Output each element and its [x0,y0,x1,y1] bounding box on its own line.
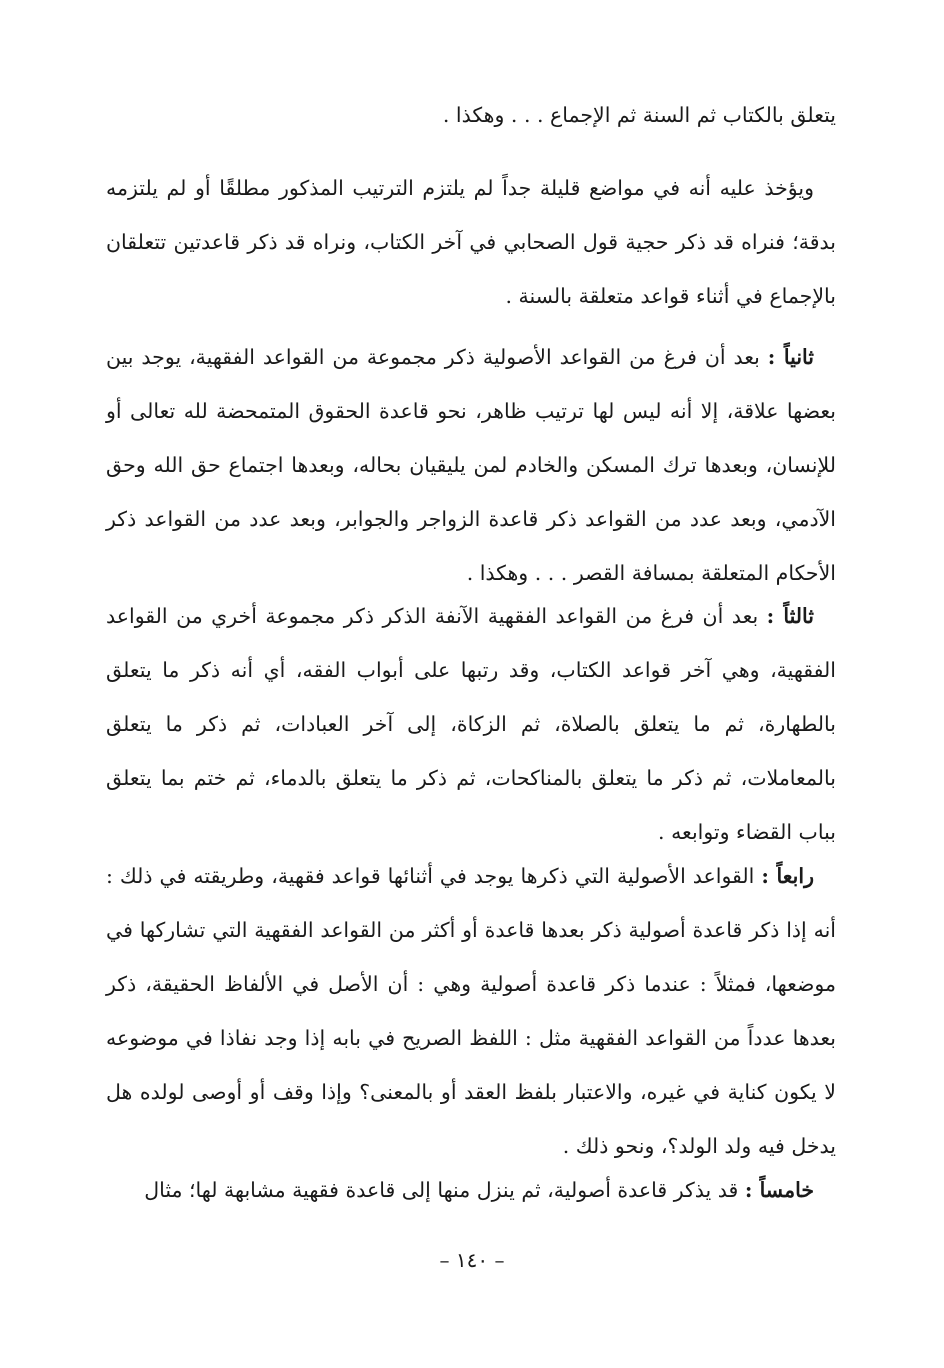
paragraph-text: ويؤخذ عليه أنه في مواضع قليلة جداً لم يلتزم الترتيب المذكور مطلقًا أو لم يلتزمه بدقة؛ فنراه قد ذكر حجية قول الصحابي في آخر الكتاب، ونراه قد ذكر قاعدتين تتعلقان بالإجماع في أثناء قواعد متعلقة بالسنة . [106,176,836,308]
paragraph-third-point [106,589,836,859]
paragraph-text: قد يذكر قاعدة أصولية، ثم ينزل منها إلى قاعدة فقهية مشابهة لها؛ مثال [144,1178,745,1202]
paragraph-continuation [106,88,836,142]
paragraph-text: القواعد الأصولية التي ذكرها يوجد في أثنائها قواعد فقهية، وطريقته في ذلك : أنه إذا ذكر قاعدة أصولية ذكر بعدها قاعدة أو أكثر من القواعد الفقهية التي تشاركها في موضعها، فمثلاً : عندما ذكر قاعدة أصولية وهي : أن الأصل في الألفاظ الحقيقة، ذكر بعدها عدداً من القواعد الفقهية مثل : اللفظ الصريح في بابه إذا وجد نفاذا في موضوعه لا يكون كناية في غيره، والاعتبار بلفظ العقد أو بالمعنى؟ وإذا وقف أو أوصى لولده هل يدخل فيه ولد الولد؟، ونحو ذلك . [106,864,836,1158]
paragraph-body [106,589,836,859]
paragraph-fifth-point [106,1163,836,1217]
paragraph-lead: ثانياً : [767,345,814,369]
page-number: – ١٤٠ – [439,1248,505,1272]
paragraph-text: يتعلق بالكتاب ثم السنة ثم الإجماع . . . وهكذا . [442,103,836,127]
paragraph-lead: ثالثاً : [766,604,814,628]
paragraph-fourth-point [106,849,836,1173]
paragraph-critique [106,161,836,323]
paragraph-body [106,1163,836,1217]
paragraph-body [106,849,836,1173]
paragraph-second-point [106,330,836,600]
paragraph-text: بعد أن فرغ من القواعد الفقهية الآنفة الذكر ذكر مجموعة أخري من القواعد الفقهية، وهي آخر قواعد الكتاب، وقد رتبها على أبواب الفقه، أي أنه ذكر ما يتعلق بالطهارة، ثم ما يتعلق بالصلاة، ثم الزكاة، إلى آخر العبادات، ثم ذكر ما يتعلق بالمعاملات، ثم ذكر ما يتعلق بالمناكحات، ثم ذكر ما يتعلق بالدماء، ثم ختم بما يتعلق بباب القضاء وتوابعه . [106,604,836,844]
paragraph-lead: رابعاً : [761,864,814,888]
paragraph-body [106,330,836,600]
paragraph-lead: خامساً : [744,1178,814,1202]
paragraph-text: بعد أن فرغ من القواعد الأصولية ذكر مجموعة من القواعد الفقهية، يوجد بين بعضها علاقة، إلا أنه ليس لها ترتيب ظاهر، نحو قاعدة الحقوق المتمحضة لله تعالى أو للإنسان، وبعدها ترك المسكن والخادم لمن يليقيان بحاله، وبعدها اجتماع حق الله وحق الآدمي، وبعد عدد من القواعد ذكر قاعدة الزواجر والجوابر، وبعد عدد من القواعد ذكر الأحكام المتعلقة بمسافة القصر . . . وهكذا . [106,345,836,585]
